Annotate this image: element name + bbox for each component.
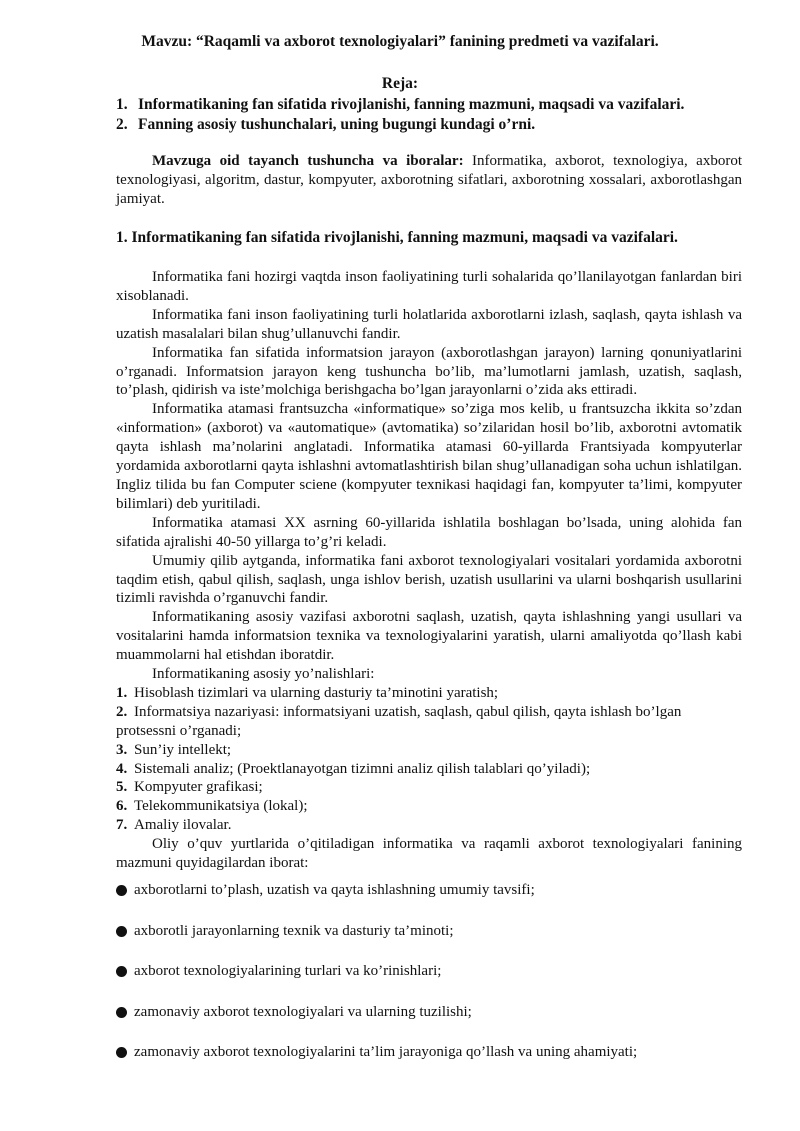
section-heading: 1. Informatikaning fan sifatida rivojlanishi, fanning mazmuni, maqsadi va vazifalari. — [116, 229, 678, 246]
direction-item — [116, 741, 742, 760]
direction-number: 2. — [116, 703, 128, 720]
bullet-item — [116, 1043, 742, 1062]
plan-item — [116, 95, 756, 115]
direction-number: 5. — [116, 779, 128, 796]
direction-text: Telekommunikatsiya (lokal); — [134, 798, 308, 815]
direction-item — [116, 703, 742, 722]
paragraph: Informatikaning asosiy yo’nalishlari: — [152, 666, 375, 683]
direction-item — [116, 797, 742, 816]
bullet-dot-icon — [116, 926, 127, 937]
bullet-dot-icon — [116, 885, 127, 896]
plan-item-number: 1. — [116, 96, 128, 113]
closing-paragraph: Oliy o’quv yurtlarida o’qitiladigan informatika va raqamli axborot texnologiyalari fanining mazmuni quyidagilardan iborat: — [116, 836, 742, 872]
direction-item — [116, 760, 742, 779]
bullet-item — [116, 962, 742, 981]
content-bullet-list — [116, 881, 742, 1062]
paragraph: Informatika fani hozirgi vaqtda inson faoliyatining turli sohalarida qo’llanilayotgan fanlardan biri xisoblanadi. — [116, 269, 742, 304]
bullet-item — [116, 922, 742, 941]
bullet-item — [116, 1003, 742, 1022]
bullet-item — [116, 881, 742, 900]
paragraph: Informatika fan sifatida informatsion jarayon (axborotlashgan jarayon) larning qonuniyatlarini o’rganadi. Informatsion jarayon keng tushuncha bo’lib, ma’lumotlarni jamlash, uzatish, saqlash, to’plash, qidirish va iste’molchiga berishgacha bo’lgan jarayonlarni o’zida aks ettiradi. — [116, 344, 742, 399]
direction-number: 7. — [116, 817, 128, 834]
paragraph: Informatika fani inson faoliyatining turli holatlarida axborotlarni izlash, saqlash, qayta ishlash va uzatish masalalari bilan shug’ullanuvchi fandir. — [116, 306, 742, 342]
bullet-text: axborot texnologiyalarining turlari va ko’rinishlari; — [134, 963, 442, 980]
direction-text: Amaliy ilovalar. — [134, 817, 232, 834]
paragraph: Informatika atamasi frantsuzcha «informatique» so’ziga mos kelib, u frantsuzcha ikkita so’zdan «information» (axborot) va «automatique» (avtomatika) so’zilaridan hosil bo’lib, axborotni avtomatik qayta ishlash ma’nolarini anglatadi. Informatika atamasi 60-yillarda Frantsiyada kompyuterlar yordamida axborotlarni qayta ishlashni avtomatlashtirish bilan shug’ullanadigan soha uchun ishlatilgan. Ingliz tilida bu fan Computer sciene (kompyuter texnikasi haqidagi fan, kompyuter ta’limi, kompyuter bilimlari) deb yuritiladi. — [116, 401, 742, 512]
keywords-paragraph — [116, 152, 742, 209]
keywords-text: Informatika, axborot, texnologiya, axborot texnologiyasi, algoritm, dastur, kompyuter, axborotning sifatlari, axborotning xossalari, axborotlashgan jamiyat. — [116, 153, 742, 207]
plan-list — [116, 95, 756, 135]
bullet-dot-icon — [116, 1047, 127, 1058]
keywords-label: Mavzuga oid tayanch tushuncha va iboralar: — [152, 153, 464, 169]
direction-number: 3. — [116, 741, 128, 758]
paragraph: Informatikaning asosiy vazifasi axborotni saqlash, uzatish, qayta ishlashning yangi usullari va vositalarini hamda informatsion texnika va texnologiyalarini yaratish, ularni amaliyotda qo’llash kabi muammolarni hal etishdan iboratdir. — [116, 609, 742, 664]
bullet-text: zamonaviy axborot texnologiyalari va ularning tuzilishi; — [134, 1003, 472, 1020]
direction-item — [116, 684, 742, 703]
bullet-text: axborotlarni to’plash, uzatish va qayta ishlashning umumiy tavsifi; — [134, 882, 535, 898]
plan-item-text: Informatikaning fan sifatida rivojlanishi, fanning mazmuni, maqsadi va vazifalari. — [138, 96, 685, 113]
section-body — [116, 268, 742, 1084]
direction-number: 6. — [116, 798, 128, 815]
direction-text: Hisoblash tizimlari va ularning dasturiy ta’minotini yaratish; — [134, 684, 499, 701]
plan-item-text: Fanning asosiy tushunchalari, uning bugungi kundagi o’rni. — [138, 116, 536, 133]
bullet-text: axborotli jarayonlarning texnik va dasturiy ta’minoti; — [134, 922, 454, 939]
bullet-dot-icon — [116, 966, 127, 977]
paragraph: Informatika atamasi XX asrning 60-yillarida ishlatila boshlagan bo’lsada, uning alohida fan sifatida ajralishi 40-50 yillarga to’g’ri keladi. — [116, 514, 742, 550]
direction-text: Informatsiya nazariyasi: informatsiyani uzatish, saqlash, qabul qilish, qayta ishlash bo’lgan — [134, 703, 682, 720]
document-title: Mavzu: “Raqamli va axborot texnologiyalari” fanining predmeti va vazifalari. — [141, 33, 659, 50]
direction-item — [116, 778, 742, 797]
direction-text: Sun’iy intellekt; — [134, 741, 232, 758]
direction-number: 4. — [116, 760, 128, 777]
plan-heading: Reja: — [381, 75, 419, 92]
plan-item-number: 2. — [116, 116, 128, 133]
plan-item — [116, 115, 756, 135]
bullet-dot-icon — [116, 1007, 127, 1018]
paragraph: Umumiy qilib aytganda, informatika fani axborot texnologiyalari vositalari yordamida axborotni taqdim etish, qabul qilish, saqlash, unga ishlov berish, uzatish usullarini va ularni boshqarish usullarini tizimli ravishda o’rganuvchi fandir. — [116, 552, 742, 607]
direction-item — [116, 816, 742, 835]
direction-continuation: protsessni o’rganadi; — [116, 722, 242, 739]
direction-number: 1. — [116, 684, 128, 701]
direction-text: Sistemali analiz; (Proektlanayotgan tizimni analiz qilish talablari qo’yiladi); — [134, 760, 591, 777]
direction-text: Kompyuter grafikasi; — [134, 779, 263, 796]
bullet-text: zamonaviy axborot texnologiyalarini ta’lim jarayoniga qo’llash va uning ahamiyati; — [134, 1044, 638, 1061]
directions-list — [116, 684, 742, 835]
